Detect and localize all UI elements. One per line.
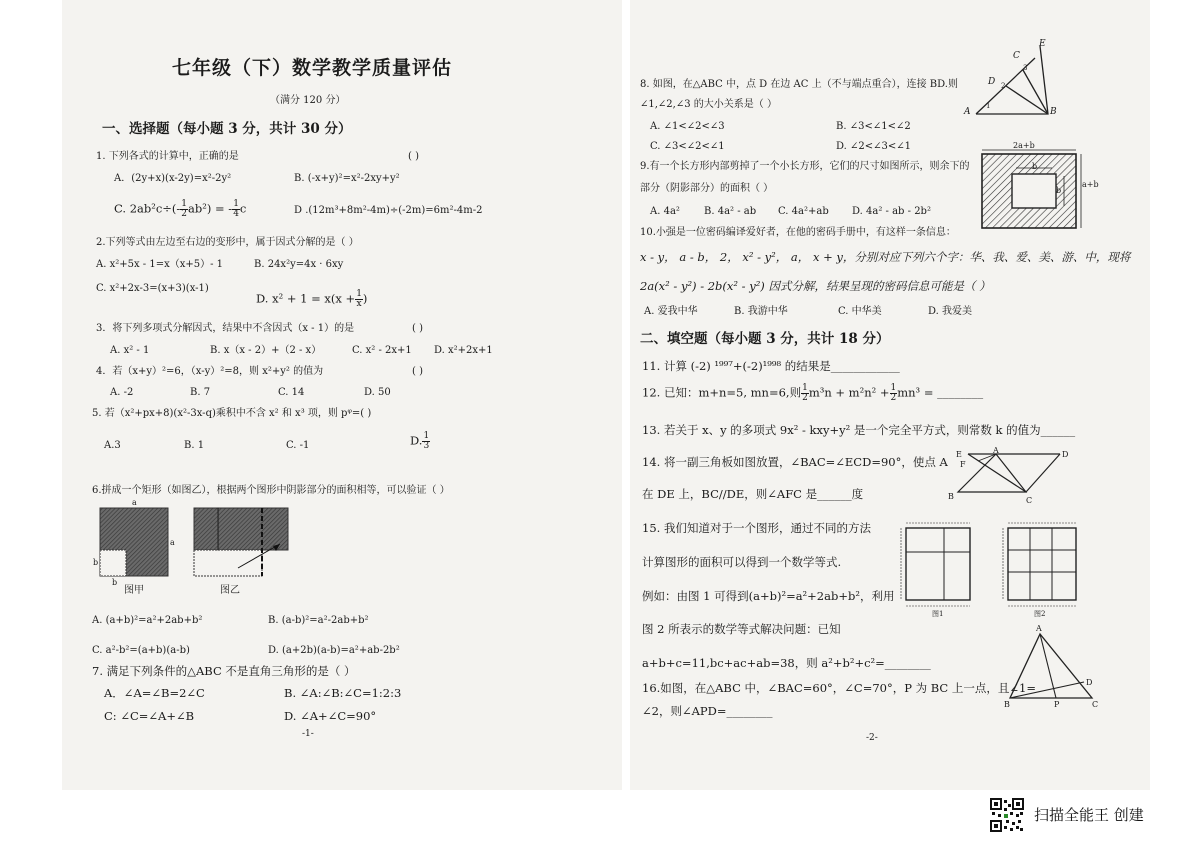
q9-option-c: C. 4a²+ab: [778, 206, 829, 217]
q5-option-c: C. -1: [286, 440, 310, 451]
q14-label-B: B: [948, 492, 954, 501]
q6-figures: [100, 506, 300, 586]
q10-stem-line1: 10.小强是一位密码编译爱好者，在他的密码手册中，有这样一条信息：: [640, 227, 956, 238]
q16-label-C: C: [1092, 700, 1099, 709]
q5-option-d: D. $\frac{1}{3}$: [410, 431, 430, 451]
page-subtitle: （满分 120 分）: [270, 95, 346, 106]
q11-stem: 11. 计算 (-2) ¹⁹⁹⁷+(-2)¹⁹⁹⁸ 的结果是____________: [642, 359, 900, 373]
page-number-right: -2-: [866, 733, 878, 743]
page-title: 七年级（下）数学教学质量评估: [172, 57, 453, 79]
q6-option-b: B. (a-b)²=a²-2ab+b²: [268, 615, 369, 626]
q1-stem: 1. 下列各式的计算中，正确的是: [96, 151, 239, 162]
q9-stem-line1: 9.有一个长方形内部剪掉了一个小长方形，它们的尺寸如图所示，则余下的: [640, 161, 970, 172]
q16-label-D: D: [1086, 678, 1093, 687]
q10-option-c: C. 中华美: [838, 306, 882, 317]
q15-line4: 图 2 所表示的数学等式解决问题：已知: [642, 622, 841, 636]
q14-label-F: F: [960, 460, 966, 469]
q6-option-c: C. a²-b²=(a+b)(a-b): [92, 645, 190, 656]
q1-option-d: D .(12m³+8m²-4m)÷(-2m)=6m²-4m-2: [294, 205, 483, 216]
q9-label-inner-w: b: [1032, 162, 1038, 171]
page-number-left: -1-: [302, 729, 314, 739]
q1-option-a: A．(2y+x)(x-2y)=x²-2y²: [114, 173, 232, 184]
q5-option-a: A.3: [104, 440, 121, 451]
q1-option-c: C. 2ab²c÷(- $\frac{1}{2}$ ab²) = - $\frac{1}{4}$ c: [114, 199, 247, 219]
q8-option-c: C. ∠3<∠2<∠1: [650, 141, 725, 152]
q6-caption-yi: 图乙: [220, 585, 240, 596]
q9-label-top: 2a+b: [1013, 141, 1035, 150]
q15-grid-figures: [900, 520, 1140, 612]
q15-caption-fig2: 图2: [1034, 610, 1046, 618]
q2-stem: 2.下列等式由左边至右边的变形中，属于因式分解的是（ ）: [96, 237, 359, 248]
q9-option-a: A. 4a²: [650, 206, 680, 217]
q3-option-c: C. x² - 2x+1: [352, 345, 412, 356]
q9-label-inner-h: b: [1056, 186, 1062, 195]
q14-triangles-figure: [952, 448, 1068, 494]
q5-option-b: B. 1: [184, 440, 205, 451]
q7-option-c: C: ∠C=∠A+∠B: [104, 709, 195, 723]
q14-stem-line1: 14. 将一副三角板如图放置，∠BAC=∠ECD=90°，使点 A: [642, 455, 948, 469]
q16-label-A: A: [1036, 624, 1042, 633]
q9-option-b: B. 4a² - ab: [704, 206, 757, 217]
q3-answer-paren: ( ): [412, 323, 423, 334]
q8-option-b: B. ∠3<∠1<∠2: [836, 121, 911, 132]
exam-page-right: [630, 0, 1150, 790]
exam-page-left: [62, 0, 622, 790]
q8-angle-1: 1: [986, 102, 991, 110]
q15-line2: 计算图形的面积可以得到一个数学等式.: [642, 555, 842, 569]
q9-stem-line2: 部分（阴影部分）的面积（ ）: [640, 183, 774, 194]
q8-angle-3: 3: [1023, 64, 1028, 72]
q16-triangle-figure: [1004, 630, 1096, 702]
q4-answer-paren: ( ): [412, 366, 423, 377]
q8-angle-2: 2: [1001, 82, 1006, 90]
q4-stem: 4．若（x+y）²=6，（x-y）²=8，则 x²+y² 的值为: [96, 366, 324, 377]
q7-stem: 7. 满足下列条件的△ABC 不是直角三角形的是（ ）: [92, 664, 356, 678]
q7-option-b: B. ∠A:∠B:∠C=1:2:3: [284, 686, 402, 700]
q8-label-D: D: [988, 77, 996, 87]
q16-line2: ∠2，则∠APD=________: [642, 704, 773, 718]
q6-label-b-bottom: b: [112, 578, 118, 587]
q15-caption-fig1: 图1: [932, 610, 944, 618]
q14-label-C: C: [1026, 496, 1033, 505]
q10-stem-line2: x - y， a - b， 2， x² - y²， a， x + y，分别对应下列六个字：华、我、爱、美、游、中，现将: [640, 250, 1131, 264]
section-heading-fill: 二、填空题（每小题 3 分，共计 18 分）: [640, 331, 890, 347]
section-heading-choice: 一、选择题（每小题 3 分，共计 30 分）: [102, 121, 352, 137]
q3-option-a: A. x² - 1: [110, 345, 150, 356]
q10-option-b: B. 我游中华: [734, 306, 788, 317]
q14-label-D: D: [1062, 450, 1069, 459]
q9-label-right: a+b: [1082, 180, 1099, 189]
q1-option-b: B. (-x+y)²=x²-2xy+y²: [294, 173, 400, 184]
qr-code-icon: [990, 798, 1024, 832]
q8-stem-line2: ∠1,∠2,∠3 的大小关系是（ ）: [640, 99, 777, 110]
q7-option-a: A．∠A=∠B=2∠C: [104, 686, 205, 700]
q2-option-a: A. x²+5x - 1=x（x+5）- 1: [96, 259, 224, 270]
q16-line1: 16.如图，在△ABC 中，∠BAC=60°，∠C=70°，P 为 BC 上一点，且∠1=: [642, 681, 1036, 695]
q10-option-d: D. 我爱美: [928, 306, 973, 317]
q10-option-a: A. 爱我中华: [644, 306, 698, 317]
q10-stem-line3: 2a(x² - y²) - 2b(x² - y²) 因式分解，结果呈现的密码信息可能是（ ）: [640, 279, 991, 293]
q3-stem: 3．将下列多项式分解因式，结果中不含因式（x - 1）的是: [96, 323, 355, 334]
q4-option-d: D. 50: [364, 387, 391, 398]
q2-option-d: D. x² + 1 = x(x + $\frac{1}{x}$ ): [256, 289, 368, 309]
q14-label-A: A: [993, 446, 999, 455]
q8-stem-line1: 8. 如图，在△ABC 中，点 D 在边 AC 上（不与端点重合），连接 BD.则: [640, 79, 958, 90]
q9-option-d: D. 4a² - ab - 2b²: [852, 206, 931, 217]
q6-label-a-side: a: [170, 538, 175, 547]
q5-stem: 5. 若（x²+px+8)(x²-3x-q)乘积中不含 x² 和 x³ 项，则 pᵠ=( ): [92, 408, 372, 419]
q4-option-a: A. -2: [110, 387, 134, 398]
q4-option-c: C. 14: [278, 387, 305, 398]
q16-label-B: B: [1004, 700, 1010, 709]
q16-label-P: P: [1054, 700, 1060, 709]
q8-option-a: A. ∠1<∠2<∠3: [650, 121, 725, 132]
scanner-watermark: [990, 798, 1180, 832]
q14-label-E: E: [956, 450, 962, 459]
fig-yi-rect: [194, 508, 288, 550]
q15-line1: 15. 我们知道对于一个图形，通过不同的方法: [642, 521, 871, 535]
q3-option-b: B. x（x - 2）+（2 - x）: [210, 345, 322, 356]
q1-answer-paren: ( ): [408, 151, 419, 162]
q2-option-b: B. 24x²y=4x · 6xy: [254, 259, 344, 270]
q14-stem-line2: 在 DE 上，BC//DE，则∠AFC 是______度: [642, 487, 864, 501]
q4-option-b: B. 7: [190, 387, 211, 398]
q6-option-d: D. (a+2b)(a-b)=a²+ab-2b²: [268, 645, 400, 656]
q8-label-B: B: [1050, 107, 1057, 117]
q8-label-E: E: [1039, 39, 1046, 49]
q12-stem: 12. 已知：m+n=5, mn=6,则 $\frac{1}{2}$ m³n + m²n² + $\frac{1}{2}$ mn³ = ________: [642, 383, 984, 403]
q13-stem: 13. 若关于 x、y 的多项式 9x² - kxy+y² 是一个完全平方式，则常数 k 的值为______: [642, 423, 1076, 437]
q8-label-C: C: [1013, 51, 1020, 61]
q6-label-a-top: a: [132, 498, 137, 507]
q6-caption-jia: 图甲: [124, 585, 144, 596]
q6-option-a: A. (a+b)²=a²+2ab+b²: [92, 615, 203, 626]
q7-option-d: D. ∠A+∠C=90°: [284, 709, 377, 723]
q8-label-A: A: [964, 107, 971, 117]
q3-option-d: D. x²+2x+1: [434, 345, 493, 356]
q8-option-d: D. ∠2<∠3<∠1: [836, 141, 911, 152]
watermark-text: 扫描全能王 创建: [1034, 806, 1144, 824]
q15-line3: 例如：由图 1 可得到(a+b)²=a²+2ab+b²，利用: [642, 589, 895, 603]
q15-line5: a+b+c=11,bc+ac+ab=38，则 a²+b²+c²=________: [642, 656, 931, 670]
q6-stem: 6.拼成一个矩形（如图乙），根据两个图形中阴影部分的面积相等，可以验证（ ）: [92, 485, 450, 496]
q6-label-b-side: b: [93, 558, 99, 567]
q2-option-c: C. x²+2x-3=(x+3)(x-1): [96, 283, 209, 294]
